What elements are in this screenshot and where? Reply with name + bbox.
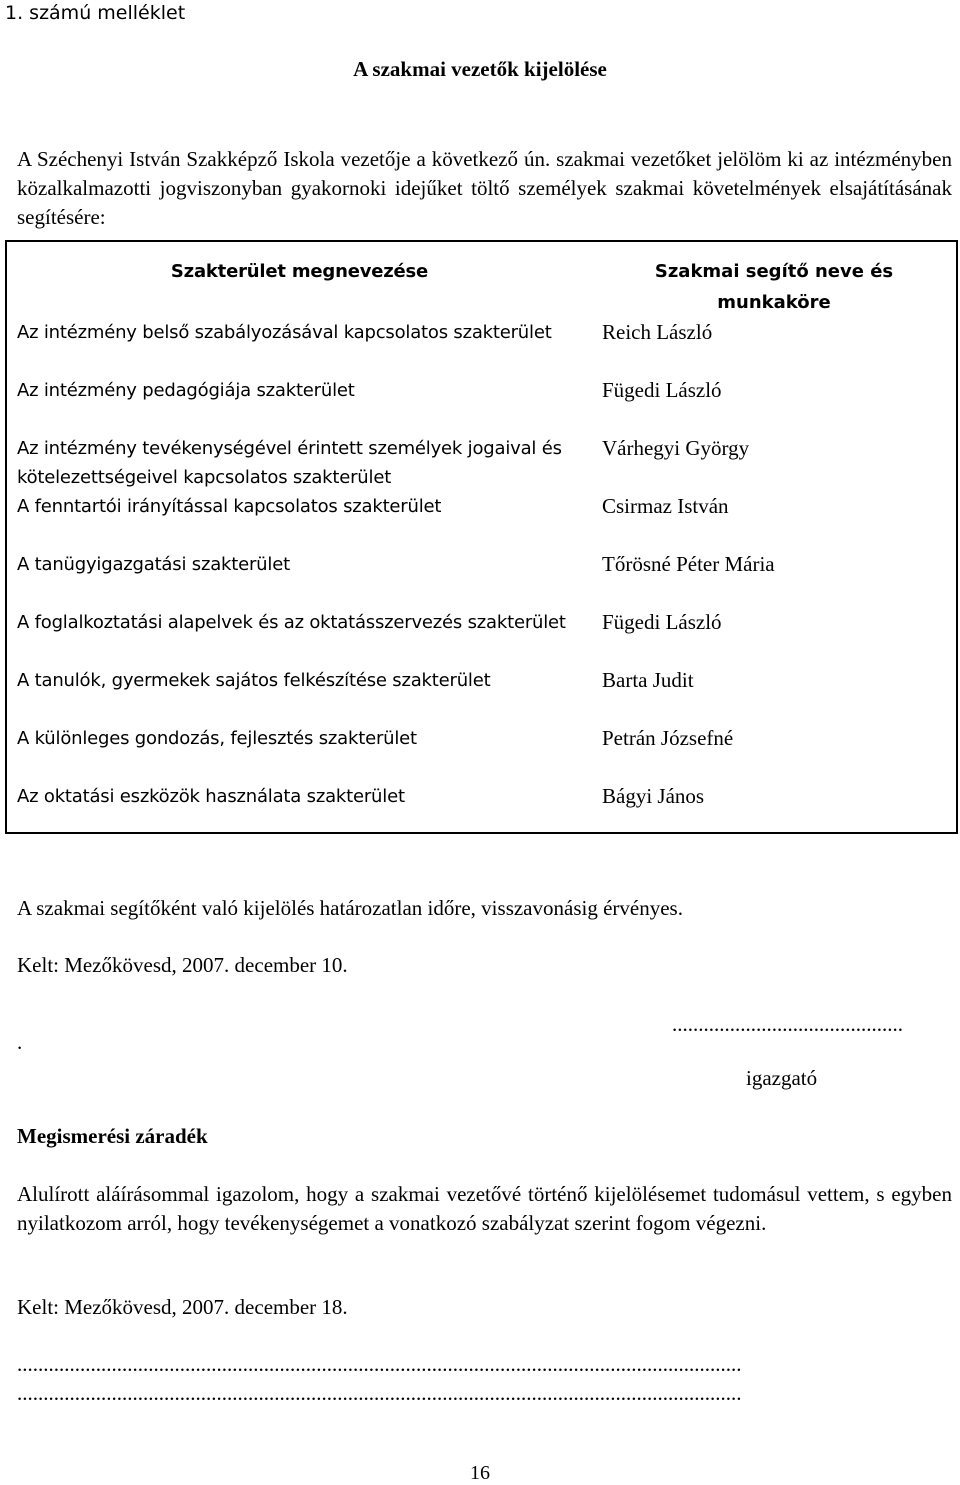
table-row: [6, 492, 957, 550]
table-row: [6, 318, 957, 376]
table-header-row: [6, 241, 957, 318]
table-row: [6, 608, 957, 666]
intro-paragraph: A Széchenyi István Szakképző Iskola vezetője a következő ún. szakmai vezetőket jelölöm ki az intézményben közalkalmazotti jogviszonyban gyakornoki idejűket töltő személyek szakmai követelmények elsajátításának segítésére:: [17, 147, 952, 229]
row-area: Az intézmény pedagógiája szakterület: [17, 380, 355, 401]
assignment-table: [5, 240, 958, 834]
row-person: Fügedi László: [602, 610, 722, 634]
signature-dotline-2: ..........................................................................................................................................: [17, 1381, 742, 1405]
signature-dotline-1: ..........................................................................................................................................: [17, 1352, 742, 1376]
page-title: A szakmai vezetők kijelölése: [353, 57, 607, 81]
clause-text: Alulírott aláírásommal igazolom, hogy a szakmai vezetővé történő kijelölésemet tudomásul vettem, s egyben nyilatkozom arról, hogy tevékenységemet a vonatkozó szabályzat szerint fogom végezni.: [17, 1182, 952, 1235]
header-person: Szakmai segítő neve és munkaköre: [654, 261, 894, 313]
row-area: A különleges gondozás, fejlesztés szakterület: [17, 728, 417, 749]
row-person: Csirmaz István: [602, 494, 729, 518]
row-area: Az intézmény tevékenységével érintett személyek jogaival és kötelezettségeivel kapcsolatos szakterület: [17, 438, 562, 488]
row-area: A tanügyigazgatási szakterület: [17, 554, 290, 575]
row-area: Az intézmény belső szabályozásával kapcsolatos szakterület: [17, 322, 552, 343]
row-area: Az oktatási eszközök használata szakterület: [17, 786, 405, 807]
header-area: Szakterület megnevezése: [170, 261, 429, 282]
row-person: Bágyi János: [602, 784, 705, 808]
table-row: [6, 434, 957, 492]
row-person: Várhegyi György: [602, 436, 750, 460]
row-area: A tanulók, gyermekek sajátos felkészítése szakterület: [17, 670, 491, 691]
row-person: Tőrösné Péter Mária: [602, 552, 775, 576]
stray-dot: .: [17, 1030, 23, 1054]
table-row: [6, 376, 957, 434]
signature-role: igazgató: [746, 1066, 818, 1090]
row-person: Fügedi László: [602, 378, 722, 402]
clause-title: Megismerési záradék: [17, 1124, 208, 1148]
row-person: Barta Judit: [602, 668, 694, 692]
row-area: A fenntartói irányítással kapcsolatos szakterület: [17, 496, 442, 517]
page-number: 16: [470, 1462, 490, 1484]
issue-date: Kelt: Mezőkövesd, 2007. december 10.: [17, 953, 348, 977]
table-row: [6, 724, 957, 782]
acknowledgement-date: Kelt: Mezőkövesd, 2007. december 18.: [17, 1295, 348, 1319]
row-person: Petrán Józsefné: [602, 726, 734, 750]
table-row: [6, 550, 957, 608]
row-person: Reich László: [602, 320, 713, 344]
signature-line: ............................................: [672, 1012, 903, 1036]
table-row: [6, 666, 957, 724]
annex-label: 1. számú melléklet: [5, 2, 186, 24]
row-area: A foglalkoztatási alapelvek és az oktatásszervezés szakterület: [17, 612, 566, 633]
table-row: [6, 782, 957, 833]
validity-statement: A szakmai segítőként való kijelölés határozatlan időre, visszavonásig érvényes.: [17, 896, 683, 920]
